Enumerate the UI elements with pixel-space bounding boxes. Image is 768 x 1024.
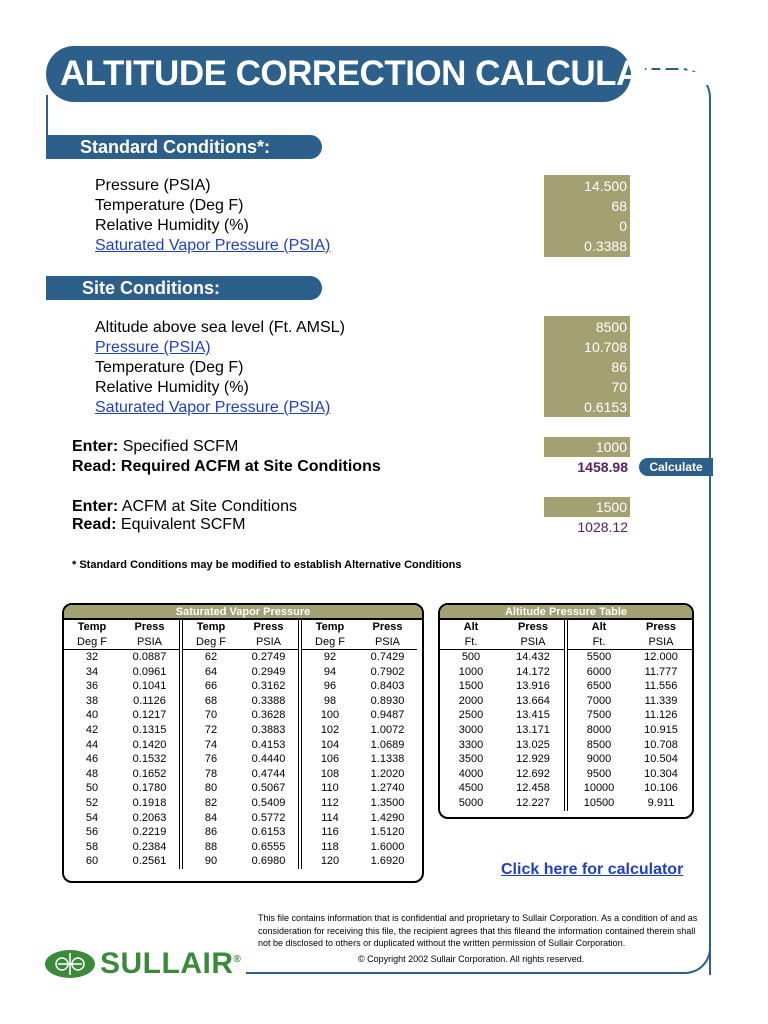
table-cell: 0.2561 <box>132 855 167 868</box>
std-humidity-value[interactable]: 0 <box>619 218 627 234</box>
vapor-temp-col-0-header: Temp <box>77 621 107 633</box>
alt-press-col-0-header: Press <box>518 621 548 633</box>
page-title: ALTITUDE CORRECTION CALCULATOR <box>46 46 631 102</box>
calculator-link[interactable]: Click here for calculator <box>501 861 684 878</box>
table-cell: 56 <box>85 826 99 839</box>
table-cell: 1.2740 <box>370 782 405 795</box>
table-cell: 0.8930 <box>370 694 405 707</box>
altitude-table-title: Altitude Pressure Table <box>440 605 692 620</box>
table-cell: 2500 <box>458 709 484 722</box>
alt-press-col-0-unit: PSIA <box>502 635 564 650</box>
table-cell: 1.6920 <box>370 855 405 868</box>
alt-press-col-1 <box>630 620 692 811</box>
vapor-temp-col-0 <box>64 620 120 869</box>
calc1-enter-label: Specified SCFM <box>122 438 239 455</box>
alt-press-col-1-header: Press <box>646 621 676 633</box>
vapor-temp-col-2 <box>302 620 358 869</box>
table-cell: 0.1315 <box>132 723 167 736</box>
table-cell: 10.504 <box>644 753 678 766</box>
table-cell: 6000 <box>586 665 612 678</box>
table-cell: 52 <box>85 796 99 809</box>
table-cell: 40 <box>85 709 99 722</box>
table-cell: 64 <box>204 665 218 678</box>
vapor-press-col-0-unit: PSIA <box>120 635 179 650</box>
table-cell: 108 <box>320 767 340 780</box>
site-conditions-heading: Site Conditions: <box>46 276 322 300</box>
table-cell: 0.4744 <box>251 767 286 780</box>
table-cell: 68 <box>204 694 218 707</box>
table-cell: 13.916 <box>516 680 550 693</box>
table-cell: 36 <box>85 680 99 693</box>
std-temperature-value[interactable]: 68 <box>611 198 627 214</box>
vapor-table-body <box>64 620 422 869</box>
table-cell: 1.5120 <box>370 826 405 839</box>
site-humidity-value[interactable]: 70 <box>611 379 627 395</box>
table-cell: 46 <box>85 753 99 766</box>
site-humidity-label: Relative Humidity (%) <box>95 379 249 396</box>
vapor-temp-col-2-unit: Deg F <box>302 635 358 650</box>
vapor-press-col-1 <box>239 620 298 869</box>
table-cell: 0.1652 <box>132 767 167 780</box>
table-cell: 104 <box>320 738 340 751</box>
table-cell: 72 <box>204 723 218 736</box>
table-cell: 8500 <box>586 738 612 751</box>
table-cell: 500 <box>461 651 481 663</box>
calc2-read-label: Equivalent SCFM <box>120 516 246 533</box>
table-cell: 7500 <box>586 709 612 722</box>
table-cell: 12.227 <box>516 796 550 809</box>
site-vapor-pressure-value: 0.6153 <box>584 399 627 415</box>
table-cell: 0.1780 <box>132 782 167 795</box>
calc1-acfm-result: 1458.98 <box>577 459 628 475</box>
table-cell: 0.1217 <box>132 709 167 722</box>
calc1-scfm-input[interactable]: 1000 <box>544 437 630 457</box>
frame-left <box>46 95 48 135</box>
alt-col-0 <box>440 620 502 811</box>
table-cell: 11.126 <box>644 709 678 722</box>
table-cell: 9000 <box>586 753 612 766</box>
vapor-press-col-2-unit: PSIA <box>358 635 417 650</box>
table-cell: 106 <box>320 753 340 766</box>
site-altitude-label: Altitude above sea level (Ft. AMSL) <box>95 319 345 336</box>
vapor-table-title: Saturated Vapor Pressure <box>64 605 422 620</box>
alt-col-0-unit: Ft. <box>440 635 502 650</box>
table-cell: 86 <box>204 826 218 839</box>
alt-col-1-unit: Ft. <box>568 635 630 650</box>
alt-col-1 <box>568 620 630 811</box>
table-cell: 62 <box>204 651 218 663</box>
table-cell: 0.4153 <box>251 738 286 751</box>
table-cell: 0.6555 <box>251 840 286 853</box>
table-cell: 1.3500 <box>370 796 405 809</box>
vapor-press-col-2-header: Press <box>372 621 403 633</box>
table-cell: 1.6000 <box>370 840 405 853</box>
table-cell: 0.0961 <box>132 665 167 678</box>
standard-conditions-heading: Standard Conditions*: <box>46 135 322 159</box>
standard-conditions-note: * Standard Conditions may be modified to establish Alternative Conditions <box>72 559 462 571</box>
table-cell: 80 <box>204 782 218 795</box>
table-cell: 5000 <box>458 796 484 809</box>
brand-name: SULLAIR® <box>100 947 242 980</box>
std-values-box <box>544 175 630 257</box>
table-cell: 0.5772 <box>251 811 286 824</box>
table-cell: 0.7902 <box>370 665 405 678</box>
table-cell: 0.1041 <box>132 680 167 693</box>
table-cell: 34 <box>85 665 99 678</box>
vapor-temp-col-1-header: Temp <box>196 621 226 633</box>
vapor-press-col-1-header: Press <box>253 621 284 633</box>
table-cell: 3500 <box>458 753 484 766</box>
table-cell: 50 <box>85 782 99 795</box>
altitude-pressure-table <box>438 603 694 819</box>
site-altitude-value[interactable]: 8500 <box>595 319 627 335</box>
table-cell: 9.911 <box>647 796 675 809</box>
table-cell: 58 <box>85 840 99 853</box>
table-cell: 2000 <box>458 694 484 707</box>
table-cell: 0.2749 <box>251 651 286 663</box>
table-cell: 94 <box>323 665 337 678</box>
table-cell: 116 <box>321 826 339 839</box>
table-cell: 60 <box>85 855 99 868</box>
table-cell: 0.1532 <box>132 753 167 766</box>
table-cell: 9500 <box>586 767 612 780</box>
frame-right <box>709 140 711 975</box>
table-cell: 96 <box>323 680 337 693</box>
table-cell: 10000 <box>583 782 615 795</box>
table-cell: 0.6153 <box>251 826 286 839</box>
table-cell: 82 <box>204 796 218 809</box>
sullair-logo <box>44 947 241 981</box>
table-cell: 98 <box>323 694 337 707</box>
table-cell: 10.915 <box>644 723 678 736</box>
table-cell: 7000 <box>586 694 612 707</box>
table-cell: 1.2020 <box>370 767 405 780</box>
vapor-temp-col-1-unit: Deg F <box>183 635 239 650</box>
vapor-press-col-0 <box>120 620 179 869</box>
table-cell: 13.171 <box>516 723 550 736</box>
table-cell: 42 <box>85 723 99 736</box>
table-cell: 1.0689 <box>370 738 405 751</box>
table-cell: 74 <box>204 738 218 751</box>
table-cell: 14.172 <box>516 665 550 678</box>
table-cell: 84 <box>204 811 218 824</box>
table-cell: 92 <box>323 651 337 663</box>
table-cell: 44 <box>85 738 99 751</box>
table-cell: 0.5067 <box>251 782 286 795</box>
site-values-box <box>544 316 630 417</box>
table-cell: 13.415 <box>516 709 550 722</box>
table-cell: 0.2384 <box>132 840 167 853</box>
table-cell: 0.2219 <box>132 826 167 839</box>
sullair-emblem-icon <box>44 949 96 979</box>
table-cell: 0.0887 <box>132 651 167 663</box>
table-cell: 48 <box>85 767 99 780</box>
site-temperature-label: Temperature (Deg F) <box>95 359 244 376</box>
table-cell: 11.339 <box>644 694 678 707</box>
table-cell: 0.2949 <box>251 665 286 678</box>
vapor-press-col-1-unit: PSIA <box>239 635 298 650</box>
table-cell: 0.9487 <box>370 709 405 722</box>
std-pressure-label: Pressure (PSIA) <box>95 177 211 194</box>
table-cell: 90 <box>204 855 218 868</box>
std-pressure-value[interactable]: 14.500 <box>584 178 627 194</box>
table-cell: 1000 <box>458 665 484 678</box>
calc2-enter-prefix: Enter: <box>72 498 119 515</box>
alt-press-col-1-unit: PSIA <box>630 635 692 650</box>
table-cell: 12.929 <box>516 753 550 766</box>
table-cell: 114 <box>321 811 339 824</box>
table-cell: 1.1338 <box>370 753 405 766</box>
table-cell: 0.3162 <box>251 680 286 693</box>
table-cell: 13.664 <box>516 694 550 707</box>
calculate-button[interactable]: Calculate <box>639 458 713 476</box>
table-cell: 110 <box>321 782 339 795</box>
table-cell: 3000 <box>458 723 484 736</box>
table-cell: 0.3628 <box>251 709 286 722</box>
table-cell: 0.1420 <box>132 738 167 751</box>
vapor-pressure-table <box>62 603 424 883</box>
calc2-read-prefix: Read: <box>72 516 117 533</box>
table-cell: 10.708 <box>644 738 678 751</box>
table-cell: 0.5409 <box>251 796 286 809</box>
table-cell: 11.556 <box>644 680 678 693</box>
alt-press-col-0 <box>502 620 564 811</box>
table-cell: 0.2063 <box>132 811 167 824</box>
calc2-enter-row <box>72 497 297 517</box>
table-cell: 8000 <box>586 723 612 736</box>
calc2-read-row <box>72 515 245 535</box>
table-cell: 118 <box>321 840 339 853</box>
alt-col-1-header: Alt <box>591 621 607 633</box>
calc1-enter-prefix: Enter: <box>72 438 119 455</box>
vapor-temp-col-2-header: Temp <box>315 621 345 633</box>
table-cell: 100 <box>320 709 340 722</box>
std-vapor-pressure-link[interactable]: Saturated Vapor Pressure (PSIA) <box>95 237 331 254</box>
table-cell: 70 <box>204 709 218 722</box>
table-cell: 12.000 <box>644 651 678 663</box>
table-cell: 6500 <box>586 680 612 693</box>
table-cell: 0.1918 <box>132 796 167 809</box>
table-cell: 10.304 <box>644 767 678 780</box>
std-vapor-pressure-value: 0.3388 <box>584 238 627 254</box>
table-cell: 54 <box>85 811 99 824</box>
table-cell: 38 <box>85 694 99 707</box>
table-cell: 12.458 <box>516 782 550 795</box>
table-cell: 78 <box>204 767 218 780</box>
calc2-acfm-input[interactable]: 1500 <box>544 497 630 517</box>
table-cell: 12.692 <box>516 767 550 780</box>
calc2-scfm-result: 1028.12 <box>577 519 628 535</box>
vapor-press-col-0-header: Press <box>134 621 165 633</box>
table-cell: 10.106 <box>644 782 678 795</box>
table-cell: 1.0072 <box>370 723 405 736</box>
table-cell: 0.7429 <box>370 651 405 663</box>
copyright: © Copyright 2002 Sullair Corporation. All rights reserved. <box>358 954 585 964</box>
vapor-press-col-2 <box>358 620 417 869</box>
table-cell: 0.3388 <box>251 694 286 707</box>
table-cell: 11.777 <box>644 665 678 678</box>
altitude-table-body <box>440 620 692 811</box>
calc2-enter-label: ACFM at Site Conditions <box>121 498 297 515</box>
table-cell: 76 <box>204 753 218 766</box>
calc1-read-label: Read: Required ACFM at Site Conditions <box>72 458 381 475</box>
table-cell: 4500 <box>458 782 484 795</box>
vapor-temp-col-1 <box>183 620 239 869</box>
legal-notice: This file contains information that is confidential and proprietary to Sullair Corporation. As a condition of and as consideration for receiving this file, the recipient agrees that this fileand the information contained therein shall not be disclosed to others or duplicated without the written permission of Sullair Corporation. <box>258 913 698 948</box>
std-temperature-label: Temperature (Deg F) <box>95 197 244 214</box>
site-vapor-pressure-link[interactable]: Saturated Vapor Pressure (PSIA) <box>95 399 331 416</box>
table-cell: 10500 <box>583 796 615 809</box>
table-cell: 4000 <box>458 767 484 780</box>
site-pressure-link[interactable]: Pressure (PSIA) <box>95 339 211 356</box>
table-cell: 102 <box>320 723 340 736</box>
table-cell: 1.4290 <box>370 811 405 824</box>
vapor-temp-col-0-unit: Deg F <box>64 635 120 650</box>
table-cell: 0.6980 <box>251 855 286 868</box>
site-temperature-value[interactable]: 86 <box>611 359 627 375</box>
table-cell: 5500 <box>586 651 612 663</box>
table-cell: 13.025 <box>516 738 550 751</box>
std-humidity-label: Relative Humidity (%) <box>95 217 249 234</box>
site-pressure-value: 10.708 <box>584 339 627 355</box>
table-cell: 3300 <box>458 738 484 751</box>
table-cell: 0.1126 <box>133 694 166 707</box>
table-cell: 120 <box>320 855 340 868</box>
table-cell: 14.432 <box>516 651 550 663</box>
table-cell: 88 <box>204 840 218 853</box>
table-cell: 0.4440 <box>251 753 286 766</box>
table-cell: 32 <box>85 651 99 663</box>
table-cell: 112 <box>321 796 339 809</box>
calc1-enter-row <box>72 437 238 457</box>
alt-col-0-header: Alt <box>463 621 479 633</box>
table-cell: 0.3883 <box>251 723 286 736</box>
table-cell: 66 <box>204 680 218 693</box>
table-cell: 0.8403 <box>370 680 405 693</box>
table-cell: 1500 <box>458 680 484 693</box>
